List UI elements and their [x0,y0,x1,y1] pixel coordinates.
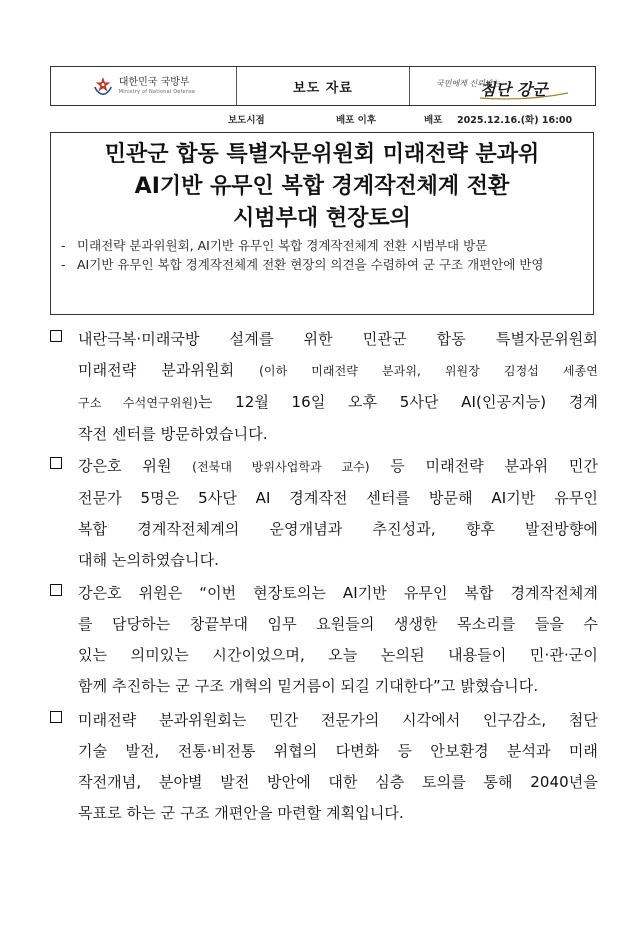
paragraph-line: 미래전략 분과위원회 (이하 미래전략 분과위, 위원장 김정섭 세종연 [78,361,598,379]
paragraph-line: 강은호 위원은 “이번 현장토의는 AI기반 유무인 복합 경계작전체계 [78,584,598,602]
header-band [50,66,596,106]
checkbox-icon [50,711,62,723]
subtitle-dash: - [61,238,66,253]
headline-line-1: 민관군 합동 특별자문위원회 미래전략 분과위 [104,142,540,167]
release-time-value: 배포 이후 [336,115,377,126]
title-box [50,132,594,315]
paragraph-line: 미래전략 분과위원회는 민간 전문가의 시각에서 인구감소, 첨단 [78,711,598,729]
headline-line-2: AI기반 유무인 복합 경계작전체계 전환 [134,174,510,199]
checkbox-icon [50,330,62,342]
ministry-emblem-icon [92,75,114,97]
paragraph-line: 기술 발전, 전통·비전통 위협의 다변화 등 안보환경 분석과 미래 [78,742,598,760]
body-paragraph-3 [50,578,600,702]
release-time-label: 보도시점 [228,115,265,126]
subtitle-list [61,236,591,274]
slogan-small-text: 국민에게 신뢰받는 [435,79,500,88]
body-paragraph-1 [50,324,600,450]
paragraph-line: 대해 논의하였습니다. [78,551,220,569]
subtitle-dash: - [61,257,66,272]
body-paragraph-4 [50,705,600,829]
paragraph-line: 있는 의미있는 시간이었으며, 오늘 논의된 내용들이 민·관·군이 [78,646,598,664]
ministry-name: 대한민국 국방부 [118,76,190,88]
slogan-big-text: 첨단 강군 [479,80,547,99]
headline-line-3: 시범부대 현장토의 [233,206,411,231]
release-info-row [50,108,594,128]
paragraph-line: 복합 경계작전체계의 운영개념과 추진성과, 향후 발전방향에 [78,520,598,538]
subtitle-item [61,236,591,255]
slogan-block [410,67,595,105]
distribution-label: 배포 [424,115,443,126]
checkbox-icon [50,457,62,469]
paragraph-line: 작전 센터를 방문하였습니다. [78,425,268,443]
paragraph-line: 내란극복·미래국방 설계를 위한 민관군 합동 특별자문위원회 [78,330,598,348]
slogan-logo [428,71,578,101]
body-paragraph-2 [50,451,600,576]
paragraph-line: 강은호 위원 (전북대 방위사업학과 교수) 등 미래전략 분과위 민간 [78,457,599,475]
headline [51,139,593,235]
distribution-value: 2025.12.16.(화) 16:00 [457,115,573,126]
ministry-block [51,67,237,105]
paragraph-line: 목표로 하는 군 구조 개편안을 마련할 계획입니다. [78,804,404,822]
paragraph-line: 전문가 5명은 5사단 AI 경계작전 센터를 방문해 AI기반 유무인 [78,489,598,507]
paragraph-line: 작전개념, 분야별 발전 방안에 대한 심층 토의를 통해 2040년을 [78,773,598,791]
ministry-english-name: Ministry of National Defense [118,88,196,95]
checkbox-icon [50,584,62,596]
subtitle-item [61,255,591,274]
paragraph-line: 함께 추진하는 군 구조 개혁의 밑거름이 되길 기대한다”고 밝혔습니다. [78,677,539,695]
paragraph-line: 구소 수석연구위원)는 12월 16일 오후 5사단 AI(인공지능) 경계 [78,393,599,411]
subtitle-text: AI기반 유무인 복합 경계작전체계 전환 현장의 의견을 수렴하여 군 구조 개편안에 반영 [77,257,544,272]
paragraph-line: 를 담당하는 창끝부대 임무 요원들의 생생한 목소리를 들을 수 [78,615,598,633]
subtitle-text: 미래전략 분과위원회, AI기반 유무인 복합 경계작전체계 전환 시범부대 방문 [77,238,488,253]
doc-type-label: 보도 자료 [237,67,410,105]
